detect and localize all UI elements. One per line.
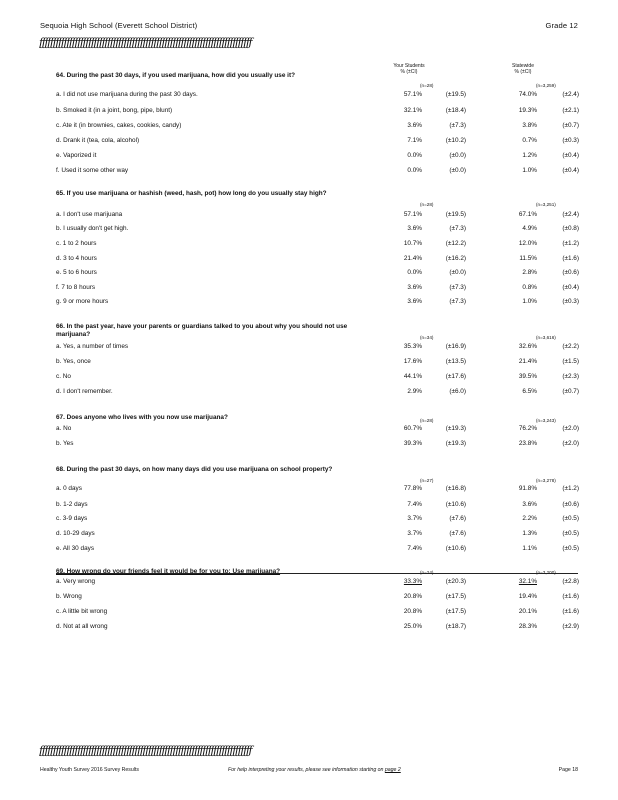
your-ci: (±7.3)	[449, 284, 466, 291]
your-percent: 17.6%	[403, 358, 422, 365]
state-ci: (±0.4)	[562, 284, 579, 291]
answer-label: f. 7 to 8 hours	[56, 284, 96, 291]
state-ci: (±0.7)	[562, 122, 579, 129]
your-ci: (±7.6)	[449, 515, 466, 522]
state-percent: 4.9%	[522, 225, 537, 232]
question-68	[56, 466, 616, 552]
table-row	[56, 91, 616, 103]
table-row	[56, 373, 616, 385]
your-ci: (±16.2)	[445, 255, 466, 262]
state-ci: (±0.4)	[562, 152, 579, 159]
question-title: 69. How wrong do your friends feel it would be for you to: Use marijuana?	[56, 568, 281, 575]
table-row	[56, 485, 616, 497]
your-ci: (±20.3)	[445, 578, 466, 585]
state-percent: 67.1%	[518, 211, 537, 218]
state-ci: (±2.8)	[562, 578, 579, 585]
answer-label: a. I don't use marijuana	[56, 211, 123, 218]
question-title: 68. During the past 30 days, on how many days did you use marijuana on school property?	[56, 466, 333, 473]
answer-label: a. No	[56, 425, 72, 432]
question-title: 66. In the past year, have your parents or guardians talked to you about why you should not use marijuana?	[56, 323, 348, 338]
answer-label: f. Used it some other way	[56, 167, 129, 174]
state-percent: 0.8%	[522, 284, 537, 291]
answer-label: d. 10-29 days	[56, 530, 95, 537]
n-statewide: (n=3,259)	[536, 83, 556, 88]
table-row	[56, 343, 616, 355]
question-66	[56, 323, 616, 395]
column-header-state-unit: % (±CI)	[514, 69, 532, 75]
n-your-students: (n=34)	[420, 335, 434, 340]
your-ci: (±16.9)	[445, 343, 466, 350]
question-64	[56, 72, 616, 174]
table-row	[56, 107, 616, 119]
table-row	[56, 501, 616, 513]
answer-label: d. Not at all wrong	[56, 623, 108, 630]
your-ci: (±10.6)	[445, 501, 466, 508]
answer-label: b. I usually don't get high.	[56, 225, 129, 232]
state-percent: 2.8%	[522, 269, 537, 276]
your-percent: 3.7%	[407, 530, 422, 537]
state-ci: (±1.2)	[562, 485, 579, 492]
question-title: 67. Does anyone who lives with you now use marijuana?	[56, 414, 228, 421]
your-percent: 0.0%	[407, 167, 422, 174]
your-percent: 7.4%	[407, 501, 422, 508]
state-percent: 19.3%	[518, 107, 537, 114]
n-your-students: (n=27)	[420, 478, 434, 483]
your-ci: (±0.0)	[449, 167, 466, 174]
state-percent: 12.0%	[518, 240, 537, 247]
table-row	[56, 284, 616, 296]
table-row	[56, 167, 616, 179]
table-row	[56, 578, 616, 590]
state-percent: 19.4%	[518, 593, 537, 600]
table-row	[56, 545, 616, 557]
your-percent: 0.0%	[407, 152, 422, 159]
table-row	[56, 152, 616, 164]
table-row	[56, 225, 616, 237]
your-ci: (±17.5)	[445, 593, 466, 600]
answer-label: a. I did not use marijuana during the past 30 days.	[56, 91, 198, 98]
your-percent: 44.1%	[403, 373, 422, 380]
table-row	[56, 358, 616, 370]
your-ci: (±19.5)	[445, 211, 466, 218]
n-your-students: (n=28)	[420, 83, 434, 88]
footer-survey-name: Healthy Youth Survey 2016 Survey Results	[40, 767, 139, 773]
state-percent: 1.3%	[522, 530, 537, 537]
state-percent: 0.7%	[522, 137, 537, 144]
table-row	[56, 515, 616, 527]
answer-label: c. No	[56, 373, 71, 380]
answer-label: b. Yes, once	[56, 358, 91, 365]
your-ci: (±7.6)	[449, 530, 466, 537]
state-ci: (±2.2)	[562, 343, 579, 350]
your-ci: (±10.6)	[445, 545, 466, 552]
table-row	[56, 211, 616, 223]
footer-page-link[interactable]: page 2	[384, 767, 401, 773]
school-name: Sequoia High School (Everett School District)	[40, 21, 198, 30]
your-percent: 0.0%	[407, 269, 422, 276]
table-row	[56, 608, 616, 620]
state-ci: (±0.6)	[562, 269, 579, 276]
your-ci: (±13.5)	[445, 358, 466, 365]
state-percent: 32.6%	[518, 343, 537, 350]
answer-label: c. Ate it (in brownies, cakes, cookies, candy)	[56, 122, 182, 129]
column-header-yours-title: Your Students	[393, 63, 425, 69]
answer-label: b. Wrong	[56, 593, 82, 600]
your-percent: 25.0%	[403, 623, 422, 630]
your-percent: 57.1%	[403, 211, 422, 218]
state-percent: 1.1%	[522, 545, 537, 552]
section-divider	[56, 573, 578, 574]
state-percent: 32.1%	[518, 578, 537, 585]
state-percent: 6.5%	[522, 388, 537, 395]
table-row	[56, 440, 616, 452]
state-ci: (±2.4)	[562, 91, 579, 98]
question-67	[56, 414, 616, 447]
table-row	[56, 269, 616, 281]
answer-label: a. Very wrong	[56, 578, 96, 585]
state-ci: (±0.6)	[562, 501, 579, 508]
table-row	[56, 240, 616, 252]
your-percent: 60.7%	[403, 425, 422, 432]
your-ci: (±19.5)	[445, 91, 466, 98]
table-row	[56, 122, 616, 134]
state-percent: 74.0%	[518, 91, 537, 98]
footer-page-number: Page 18	[558, 767, 578, 773]
your-percent: 20.8%	[403, 593, 422, 600]
state-percent: 20.1%	[518, 608, 537, 615]
state-ci: (±2.0)	[562, 440, 579, 447]
table-row	[56, 137, 616, 149]
state-ci: (±0.5)	[562, 515, 579, 522]
n-statewide: (n=3,200)	[536, 570, 556, 575]
your-ci: (±18.4)	[445, 107, 466, 114]
state-percent: 21.4%	[518, 358, 537, 365]
state-ci: (±1.6)	[562, 255, 579, 262]
n-statewide: (n=3,251)	[536, 202, 556, 207]
your-percent: 33.3%	[403, 578, 422, 585]
your-percent: 32.1%	[403, 107, 422, 114]
your-ci: (±18.7)	[445, 623, 466, 630]
state-ci: (±0.8)	[562, 225, 579, 232]
your-percent: 20.8%	[403, 608, 422, 615]
your-percent: 39.3%	[403, 440, 422, 447]
answer-label: b. Yes	[56, 440, 74, 447]
state-ci: (±2.9)	[562, 623, 579, 630]
state-ci: (±0.3)	[562, 137, 579, 144]
table-row	[56, 623, 616, 635]
state-ci: (±1.6)	[562, 608, 579, 615]
state-percent: 3.6%	[522, 501, 537, 508]
your-ci: (±19.3)	[445, 440, 466, 447]
answer-label: b. Smoked it (in a joint, bong, pipe, blunt)	[56, 107, 173, 114]
your-percent: 2.9%	[407, 388, 422, 395]
column-header-state-title: Statewide	[512, 63, 534, 69]
your-percent: 21.4%	[403, 255, 422, 262]
your-ci: (±17.5)	[445, 608, 466, 615]
your-ci: (±19.3)	[445, 425, 466, 432]
question-title: 64. During the past 30 days, if you used marijuana, how did you usually use it?	[56, 72, 295, 79]
state-ci: (±1.6)	[562, 593, 579, 600]
your-percent: 3.6%	[407, 225, 422, 232]
table-row	[56, 593, 616, 605]
state-ci: (±2.3)	[562, 373, 579, 380]
your-percent: 57.1%	[403, 91, 422, 98]
state-percent: 1.0%	[522, 167, 537, 174]
answer-label: e. All 30 days	[56, 545, 95, 552]
answer-label: g. 9 or more hours	[56, 298, 109, 305]
table-row	[56, 530, 616, 542]
decorative-rule-top: ƒƒƒƒƒƒƒƒƒƒƒƒƒƒƒƒƒƒƒƒƒƒƒƒƒƒƒƒƒƒƒƒƒƒƒƒƒƒƒƒƒƒƒƒƒƒƒƒƒƒƒƒƒƒƒƒƒƒƒƒƒƒƒƒƒƒƒƒƒƒƒƒƒƒƒƒƒƒ	[39, 36, 252, 49]
your-ci: (±16.8)	[445, 485, 466, 492]
state-percent: 11.5%	[519, 255, 537, 262]
your-ci: (±17.6)	[445, 373, 466, 380]
table-row	[56, 298, 616, 310]
footer-help-text: For help interpreting your results, please see information starting on	[228, 767, 385, 773]
answer-label: c. 3-9 days	[56, 515, 88, 522]
state-ci: (±0.7)	[562, 388, 579, 395]
footer-help-note	[228, 767, 401, 773]
state-percent: 39.5%	[518, 373, 537, 380]
decorative-rule-bottom: ƒƒƒƒƒƒƒƒƒƒƒƒƒƒƒƒƒƒƒƒƒƒƒƒƒƒƒƒƒƒƒƒƒƒƒƒƒƒƒƒƒƒƒƒƒƒƒƒƒƒƒƒƒƒƒƒƒƒƒƒƒƒƒƒƒƒƒƒƒƒƒƒƒƒƒƒƒƒ	[39, 744, 252, 757]
state-ci: (±1.5)	[562, 358, 579, 365]
answer-label: a. 0 days	[56, 485, 82, 492]
n-statewide: (n=3,616)	[536, 335, 556, 340]
state-ci: (±2.0)	[562, 425, 579, 432]
question-title: 65. If you use marijuana or hashish (weed, hash, pot) how long do you usually stay high?	[56, 190, 327, 197]
your-percent: 35.3%	[403, 343, 422, 350]
your-ci: (±10.2)	[445, 137, 466, 144]
your-percent: 3.6%	[407, 122, 422, 129]
state-percent: 1.2%	[522, 152, 537, 159]
answer-label: e. Vaporized it	[56, 152, 97, 159]
state-ci: (±2.4)	[562, 211, 579, 218]
state-percent: 91.8%	[518, 485, 537, 492]
state-ci: (±0.5)	[562, 530, 579, 537]
state-ci: (±2.1)	[562, 107, 579, 114]
state-percent: 28.3%	[518, 623, 537, 630]
state-percent: 76.2%	[518, 425, 537, 432]
n-statewide: (n=3,278)	[536, 478, 556, 483]
your-ci: (±0.0)	[449, 269, 466, 276]
your-ci: (±7.3)	[449, 298, 466, 305]
n-your-students: (n=28)	[420, 418, 434, 423]
state-percent: 2.2%	[522, 515, 537, 522]
your-ci: (±7.3)	[449, 225, 466, 232]
n-statewide: (n=3,243)	[536, 418, 556, 423]
your-percent: 10.7%	[403, 240, 422, 247]
question-69	[56, 568, 616, 630]
answer-label: c. A little bit wrong	[56, 608, 108, 615]
table-row	[56, 388, 616, 400]
state-percent: 1.0%	[522, 298, 537, 305]
state-percent: 3.8%	[522, 122, 537, 129]
question-65	[56, 190, 616, 305]
your-ci: (±12.2)	[445, 240, 466, 247]
your-ci: (±7.3)	[449, 122, 466, 129]
table-row	[56, 425, 616, 437]
state-ci: (±0.5)	[562, 545, 579, 552]
your-percent: 3.6%	[407, 298, 422, 305]
state-ci: (±0.3)	[562, 298, 579, 305]
your-percent: 3.7%	[407, 515, 422, 522]
state-ci: (±1.2)	[562, 240, 579, 247]
grade-label: Grade 12	[545, 21, 578, 30]
n-your-students: (n=28)	[420, 202, 434, 207]
your-percent: 7.1%	[407, 137, 422, 144]
your-percent: 77.8%	[403, 485, 422, 492]
answer-label: d. 3 to 4 hours	[56, 255, 97, 262]
your-ci: (±6.0)	[449, 388, 466, 395]
answer-label: c. 1 to 2 hours	[56, 240, 97, 247]
column-header-yours-unit: % (±CI)	[400, 69, 418, 75]
state-percent: 23.8%	[518, 440, 537, 447]
answer-label: a. Yes, a number of times	[56, 343, 129, 350]
your-ci: (±0.0)	[449, 152, 466, 159]
your-percent: 3.6%	[407, 284, 422, 291]
answer-label: e. 5 to 6 hours	[56, 269, 97, 276]
table-row	[56, 255, 616, 267]
answer-label: d. Drank it (tea, cola, alcohol)	[56, 137, 140, 144]
n-your-students: (n=24)	[420, 570, 434, 575]
answer-label: d. I don't remember.	[56, 388, 113, 395]
answer-label: b. 1-2 days	[56, 501, 88, 508]
your-percent: 7.4%	[407, 545, 422, 552]
state-ci: (±0.4)	[562, 167, 579, 174]
